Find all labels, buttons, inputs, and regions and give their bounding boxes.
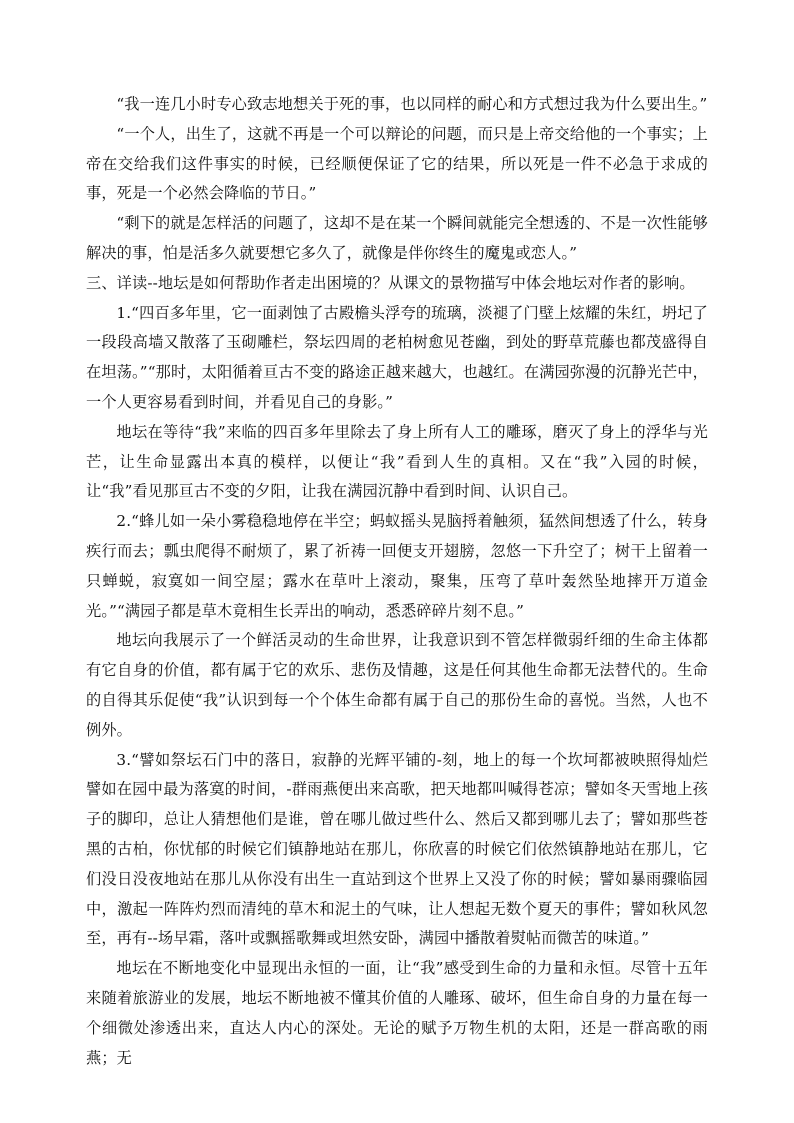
document-page — [86, 90, 708, 1073]
section-heading-three: 三、详读--地坛是如何帮助作者走出困境的？从课文的景物描写中体会地坛对作者的影响。 — [86, 273, 695, 292]
quote-paragraph-death: “我一连几小时专心致志地想关于死的事，也以同样的耐心和方式想过我为什么要出生。” — [116, 95, 708, 113]
quote-paragraph-birth: “一个人，出生了，这就不再是一个可以辩论的问题，而只是上帝交给他的一个事实；上帝在交给我们这件事实的时候，已经顺便保证了它的结果，所以死是一件不必急于求成的事，死是一个必然会降临的节日。” — [86, 124, 708, 203]
excerpt-2-analysis: 地坛向我展示了一个鲜活灵动的生命世界，让我意识到不管怎样微弱纤细的生命主体都有它自身的价值，都有属于它的欢乐、悲伤及情趣，这是任何其他生命都无法替代的。生命的自得其乐促使“我”认识到每一个个体生命都有属于自己的那份生命的喜悦。当然，人也不例外。 — [86, 631, 708, 739]
quote-paragraph-living: “剩下的就是怎样活的问题了，这却不是在某一个瞬间就能完全想透的、不是一次性能够解决的事，怕是活多久就要想它多久了，就像是伴你终生的魔鬼或恋人。” — [86, 214, 708, 262]
excerpt-2-quote: 2.“蜂儿如一朵小雾稳稳地停在半空；蚂蚁摇头晃脑捋着触须，猛然间想透了什么，转身疾行而去；瓢虫爬得不耐烦了，累了祈祷一回便支开翅膀，忽悠一下升空了；树干上留着一只蝉蜕，寂寞如一间空屋；露水在草叶上滚动，聚集，压弯了草叶轰然坠地摔开万道金光。”“满园子都是草木竟相生长弄出的响动，悉悉碎碎片刻不息。” — [86, 512, 708, 620]
excerpt-1-quote: 1.“四百多年里，它一面剥蚀了古殿檐头浮夸的琉璃，淡褪了门壁上炫耀的朱红，坍圮了一段段高墙又散落了玉砌雕栏，祭坛四周的老柏树愈见苍幽，到处的野草荒藤也都茂盛得自在坦荡。”“那时，太阳循着亘古不变的路途正越来越大，也越红。在满园弥漫的沉静光芒中，一个人更容易看到时间，并看见自己的身影。” — [86, 303, 708, 411]
excerpt-3-analysis: 地坛在不断地变化中显现出永恒的一面，让“我”感受到生命的力量和永恒。尽管十五年来随着旅游业的发展，地坛不断地被不懂其价值的人雕琢、破坏，但生命自身的力量在每一个细微处渗透出来，直达人内心的深处。无论的赋予万物生机的太阳，还是一群高歌的雨燕；无 — [86, 959, 708, 1067]
excerpt-1-analysis: 地坛在等待“我”来临的四百多年里除去了身上所有人工的雕琢，磨灭了身上的浮华与光芒，让生命显露出本真的模样，以便让“我”看到人生的真相。又在“我”入园的时候，让“我”看见那亘古不变的夕阳，让我在满园沉静中看到时间、认识自己。 — [86, 422, 708, 501]
excerpt-3-quote: 3.“譬如祭坛石门中的落日，寂静的光辉平铺的-刻，地上的每一个坎坷都被映照得灿烂譬如在园中最为落寞的时间，-群雨燕便出来高歌，把天地都叫喊得苍凉；譬如冬天雪地上孩子的脚印，总让人猜想他们是谁，曾在哪儿做过些什么、然后又都到哪儿去了；譬如那些苍黑的古柏，你忧郁的时候它们镇静地站在那儿，你欣喜的时候它们依然镇静地站在那儿，它们没日没夜地站在那儿从你没有出生一直站到这个世界上又没了你的时候；譬如暴雨骤临园中，激起一阵阵灼烈而清纯的草木和泥土的气味，让人想起无数个夏天的事件；譬如秋风忽至，再有--场早霜，落叶或飘摇歌舞或坦然安卧，满园中播散着熨帖而微苦的味道。” — [86, 750, 708, 948]
